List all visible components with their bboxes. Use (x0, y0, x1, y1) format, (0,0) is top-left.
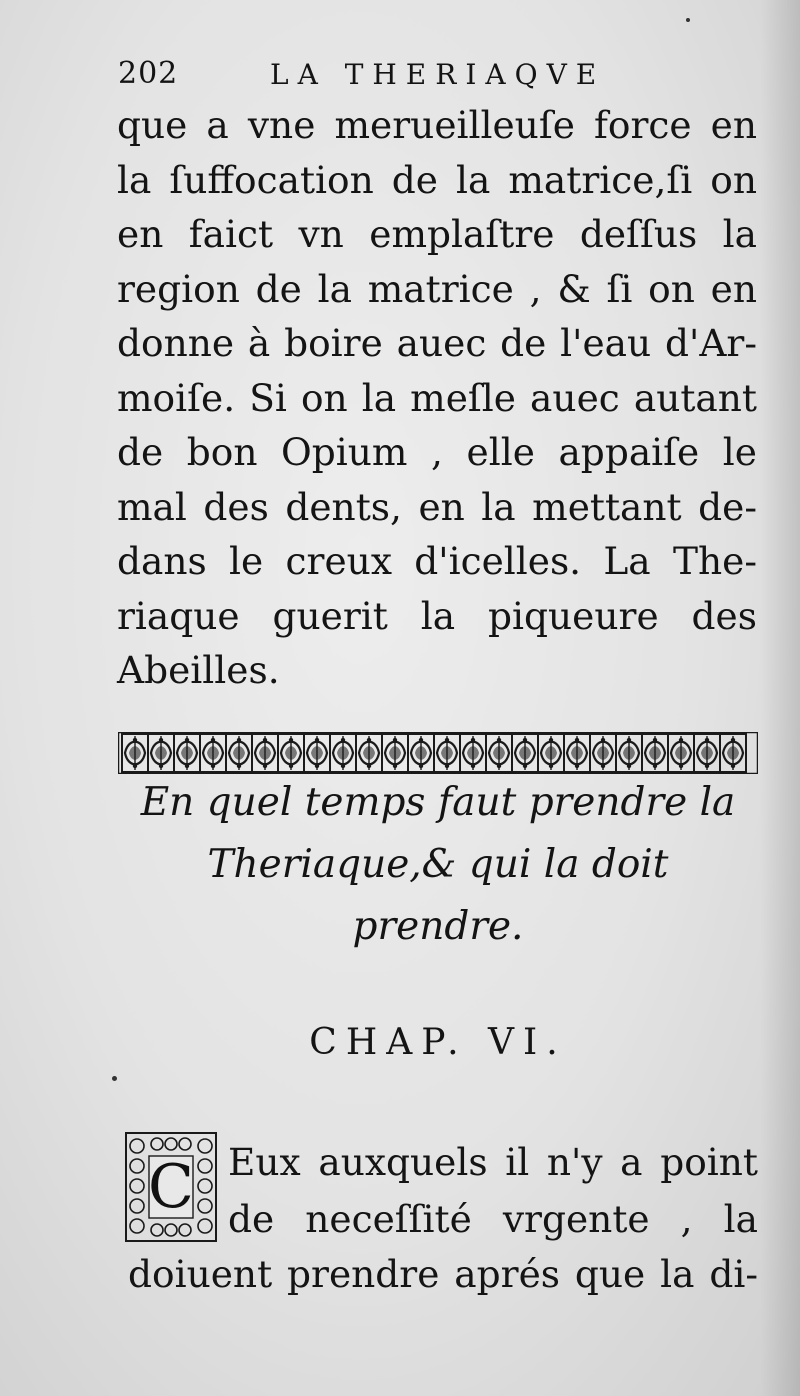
drop-cap-letter: C (148, 1152, 194, 1222)
ornamental-border (118, 732, 758, 774)
page-number: 202 (118, 56, 179, 91)
chapter-number: CHAP. VI. (309, 1022, 567, 1063)
text-line: moiſe. Si on la meſle auec autant (117, 375, 757, 420)
text-line: en faict vn emplaſtre deſſus la (117, 212, 757, 256)
page-edge-shadow (760, 0, 800, 1396)
text-line: dans le creux d'icelles. La The- (117, 539, 757, 583)
body-paragraph (117, 98, 757, 698)
chapter-heading (118, 772, 758, 958)
text-line: de bon Opium , elle appaiſe le (117, 430, 757, 474)
text-line: que a vne merueilleuſe force en (117, 103, 757, 147)
chapter-paragraph (228, 1134, 758, 1248)
text-line: Abeilles. (117, 648, 280, 692)
heading-line: prendre. (352, 904, 524, 949)
heading-line: En quel temps faut prendre la (140, 780, 736, 825)
text-line: doiuent prendre aprés que la di- (128, 1252, 758, 1296)
text-line: donne à boire auec de l'eau d'Ar- (117, 321, 757, 365)
ink-speck (686, 18, 690, 22)
text-line: riaque guerit la piqueure des (117, 593, 757, 638)
page-header (118, 52, 738, 98)
text-line: mal des dents, en la mettant de- (117, 484, 757, 529)
text-line: de neceſſité vrgente , la (228, 1197, 758, 1241)
text-line: Eux auxquels il n'y a point (228, 1140, 758, 1184)
drop-cap (125, 1132, 217, 1242)
text-line: region de la matrice , & ſi on en (117, 266, 757, 311)
running-title: LA THERIAQVE (270, 58, 606, 91)
text-line: la ſuffocation de la matrice,ſi on (117, 157, 757, 202)
ink-speck (112, 1076, 117, 1081)
heading-line: Theriaque,& qui la doit (207, 842, 669, 887)
